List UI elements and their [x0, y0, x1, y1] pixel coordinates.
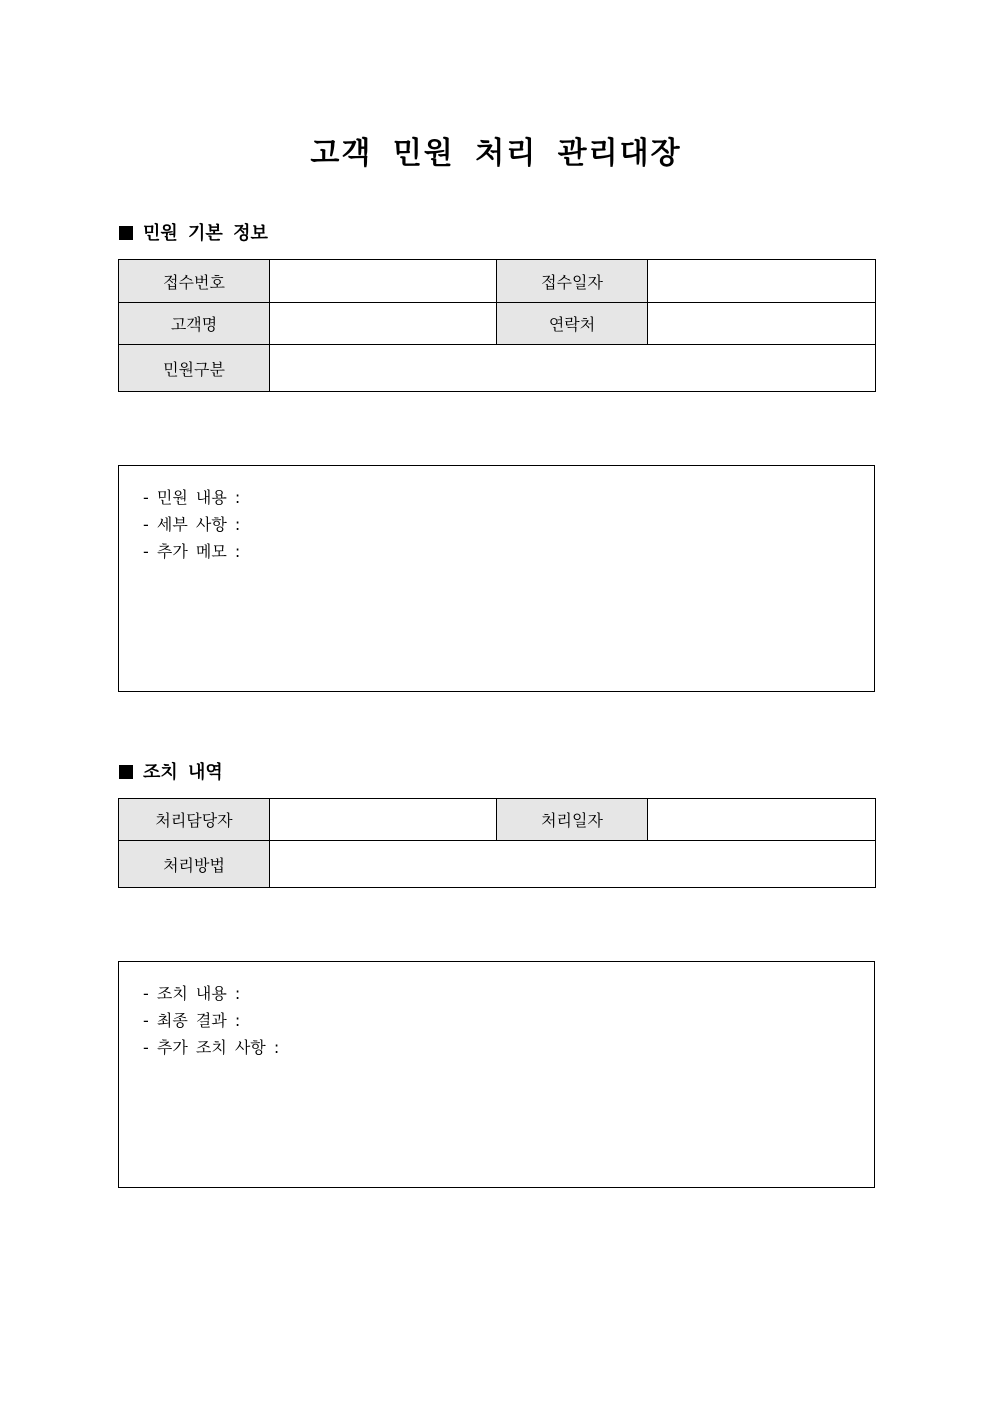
memo-line: - 추가 조치 사항 : — [143, 1038, 280, 1057]
receipt-date-label: 접수일자 — [497, 260, 648, 303]
handler-field[interactable] — [270, 799, 497, 841]
handler-label: 처리담당자 — [119, 799, 270, 841]
complaint-type-label: 민원구분 — [119, 345, 270, 392]
action-details-box[interactable] — [118, 961, 875, 1188]
receipt-number-label: 접수번호 — [119, 260, 270, 303]
section-heading-action-history — [119, 761, 223, 785]
customer-name-field[interactable] — [270, 303, 497, 345]
section-heading-label: 민원 기본 정보 — [143, 223, 268, 244]
handling-method-field[interactable] — [270, 841, 876, 888]
receipt-date-field[interactable] — [648, 260, 876, 303]
receipt-number-field[interactable] — [270, 260, 497, 303]
square-bullet-icon — [119, 226, 133, 240]
memo-line: - 조치 내용 : — [143, 984, 241, 1003]
contact-label: 연락처 — [497, 303, 648, 345]
handling-date-label: 처리일자 — [497, 799, 648, 841]
memo-line: - 민원 내용 : — [143, 488, 241, 507]
memo-line: - 세부 사항 : — [143, 515, 241, 534]
handling-date-field[interactable] — [648, 799, 876, 841]
table-row — [119, 303, 876, 345]
complaint-type-field[interactable] — [270, 345, 876, 392]
complaint-details-lines — [143, 484, 240, 565]
table-row — [119, 345, 876, 392]
memo-line: - 추가 메모 : — [143, 542, 241, 561]
section-heading-basic-info — [119, 222, 268, 246]
memo-line: - 최종 결과 : — [143, 1011, 241, 1030]
basic-info-table — [118, 259, 876, 392]
table-row — [119, 841, 876, 888]
handling-method-label: 처리방법 — [119, 841, 270, 888]
action-history-table — [118, 798, 876, 888]
section-heading-label: 조치 내역 — [143, 762, 223, 783]
table-row — [119, 799, 876, 841]
contact-field[interactable] — [648, 303, 876, 345]
complaint-details-box[interactable] — [118, 465, 875, 692]
action-details-lines — [143, 980, 279, 1061]
document-title: 고객 민원 처리 관리대장 — [310, 136, 682, 171]
table-row — [119, 260, 876, 303]
customer-name-label: 고객명 — [119, 303, 270, 345]
square-bullet-icon — [119, 765, 133, 779]
